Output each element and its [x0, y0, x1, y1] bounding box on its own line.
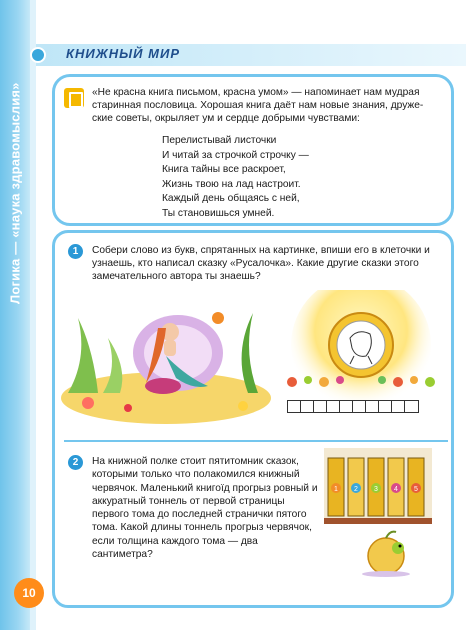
- poem-line: Ты становишься умней.: [162, 207, 275, 219]
- side-label: Логика — «наука здравомыслия»: [7, 82, 23, 304]
- task-1-text: Собери слово из букв, спрятанных на картинке, впиши его в клеточки и узнаешь, кто написал сказку «Русалочка». Какие другие сказки этого замечательного автора ты знаешь?: [92, 245, 430, 282]
- task-2-badge: 2: [68, 455, 83, 470]
- page-number: 10: [14, 578, 44, 608]
- poem-line: И читай за строчкой строчку —: [162, 149, 309, 161]
- side-stripe: [30, 0, 36, 630]
- header-dot-icon: [30, 47, 46, 63]
- answer-letter-boxes: [287, 400, 417, 413]
- poem: [162, 134, 309, 221]
- bookshelf-illustration: [324, 448, 432, 578]
- poem-line: Жизнь твою на лад настроит.: [162, 178, 301, 190]
- poem-line: Перелистывай листочки: [162, 135, 277, 146]
- book-number: 3: [374, 486, 378, 493]
- task-2-text: На книжной полке стоит пятитомник сказок, которыми только что полакомился книжный червячок. Маленький книгоїд прогрыз ровный и аккуратный тоннель от первой страницы первого тома до последней странички пятого тома. Какой длины тоннель прогрыз червячок, если толщина каждого тома — два сантиметра?: [92, 456, 318, 561]
- book-number: 1: [334, 486, 338, 493]
- task-1-badge: 1: [68, 244, 83, 259]
- section-title: КНИЖНЫЙ МИР: [66, 46, 180, 61]
- divider: [64, 440, 448, 442]
- book-number: 2: [354, 486, 358, 493]
- poem-line: Каждый день общаясь с ней,: [162, 193, 300, 204]
- poem-line: Книга тайны все раскроет,: [162, 164, 286, 175]
- mermaid-illustration: [58, 298, 273, 426]
- book-number: 5: [414, 486, 418, 493]
- book-icon: [64, 88, 84, 108]
- letter-box[interactable]: [404, 400, 419, 413]
- intro-text: «Не красна книга письмом, красна умом» — напоминает нам мудрая старинная пословица. Хорошая книга даёт нам новые знания, друже-ские советы, окрыляет ум и сердце добрыми чувствами:: [92, 87, 424, 124]
- book-number: 4: [394, 486, 398, 493]
